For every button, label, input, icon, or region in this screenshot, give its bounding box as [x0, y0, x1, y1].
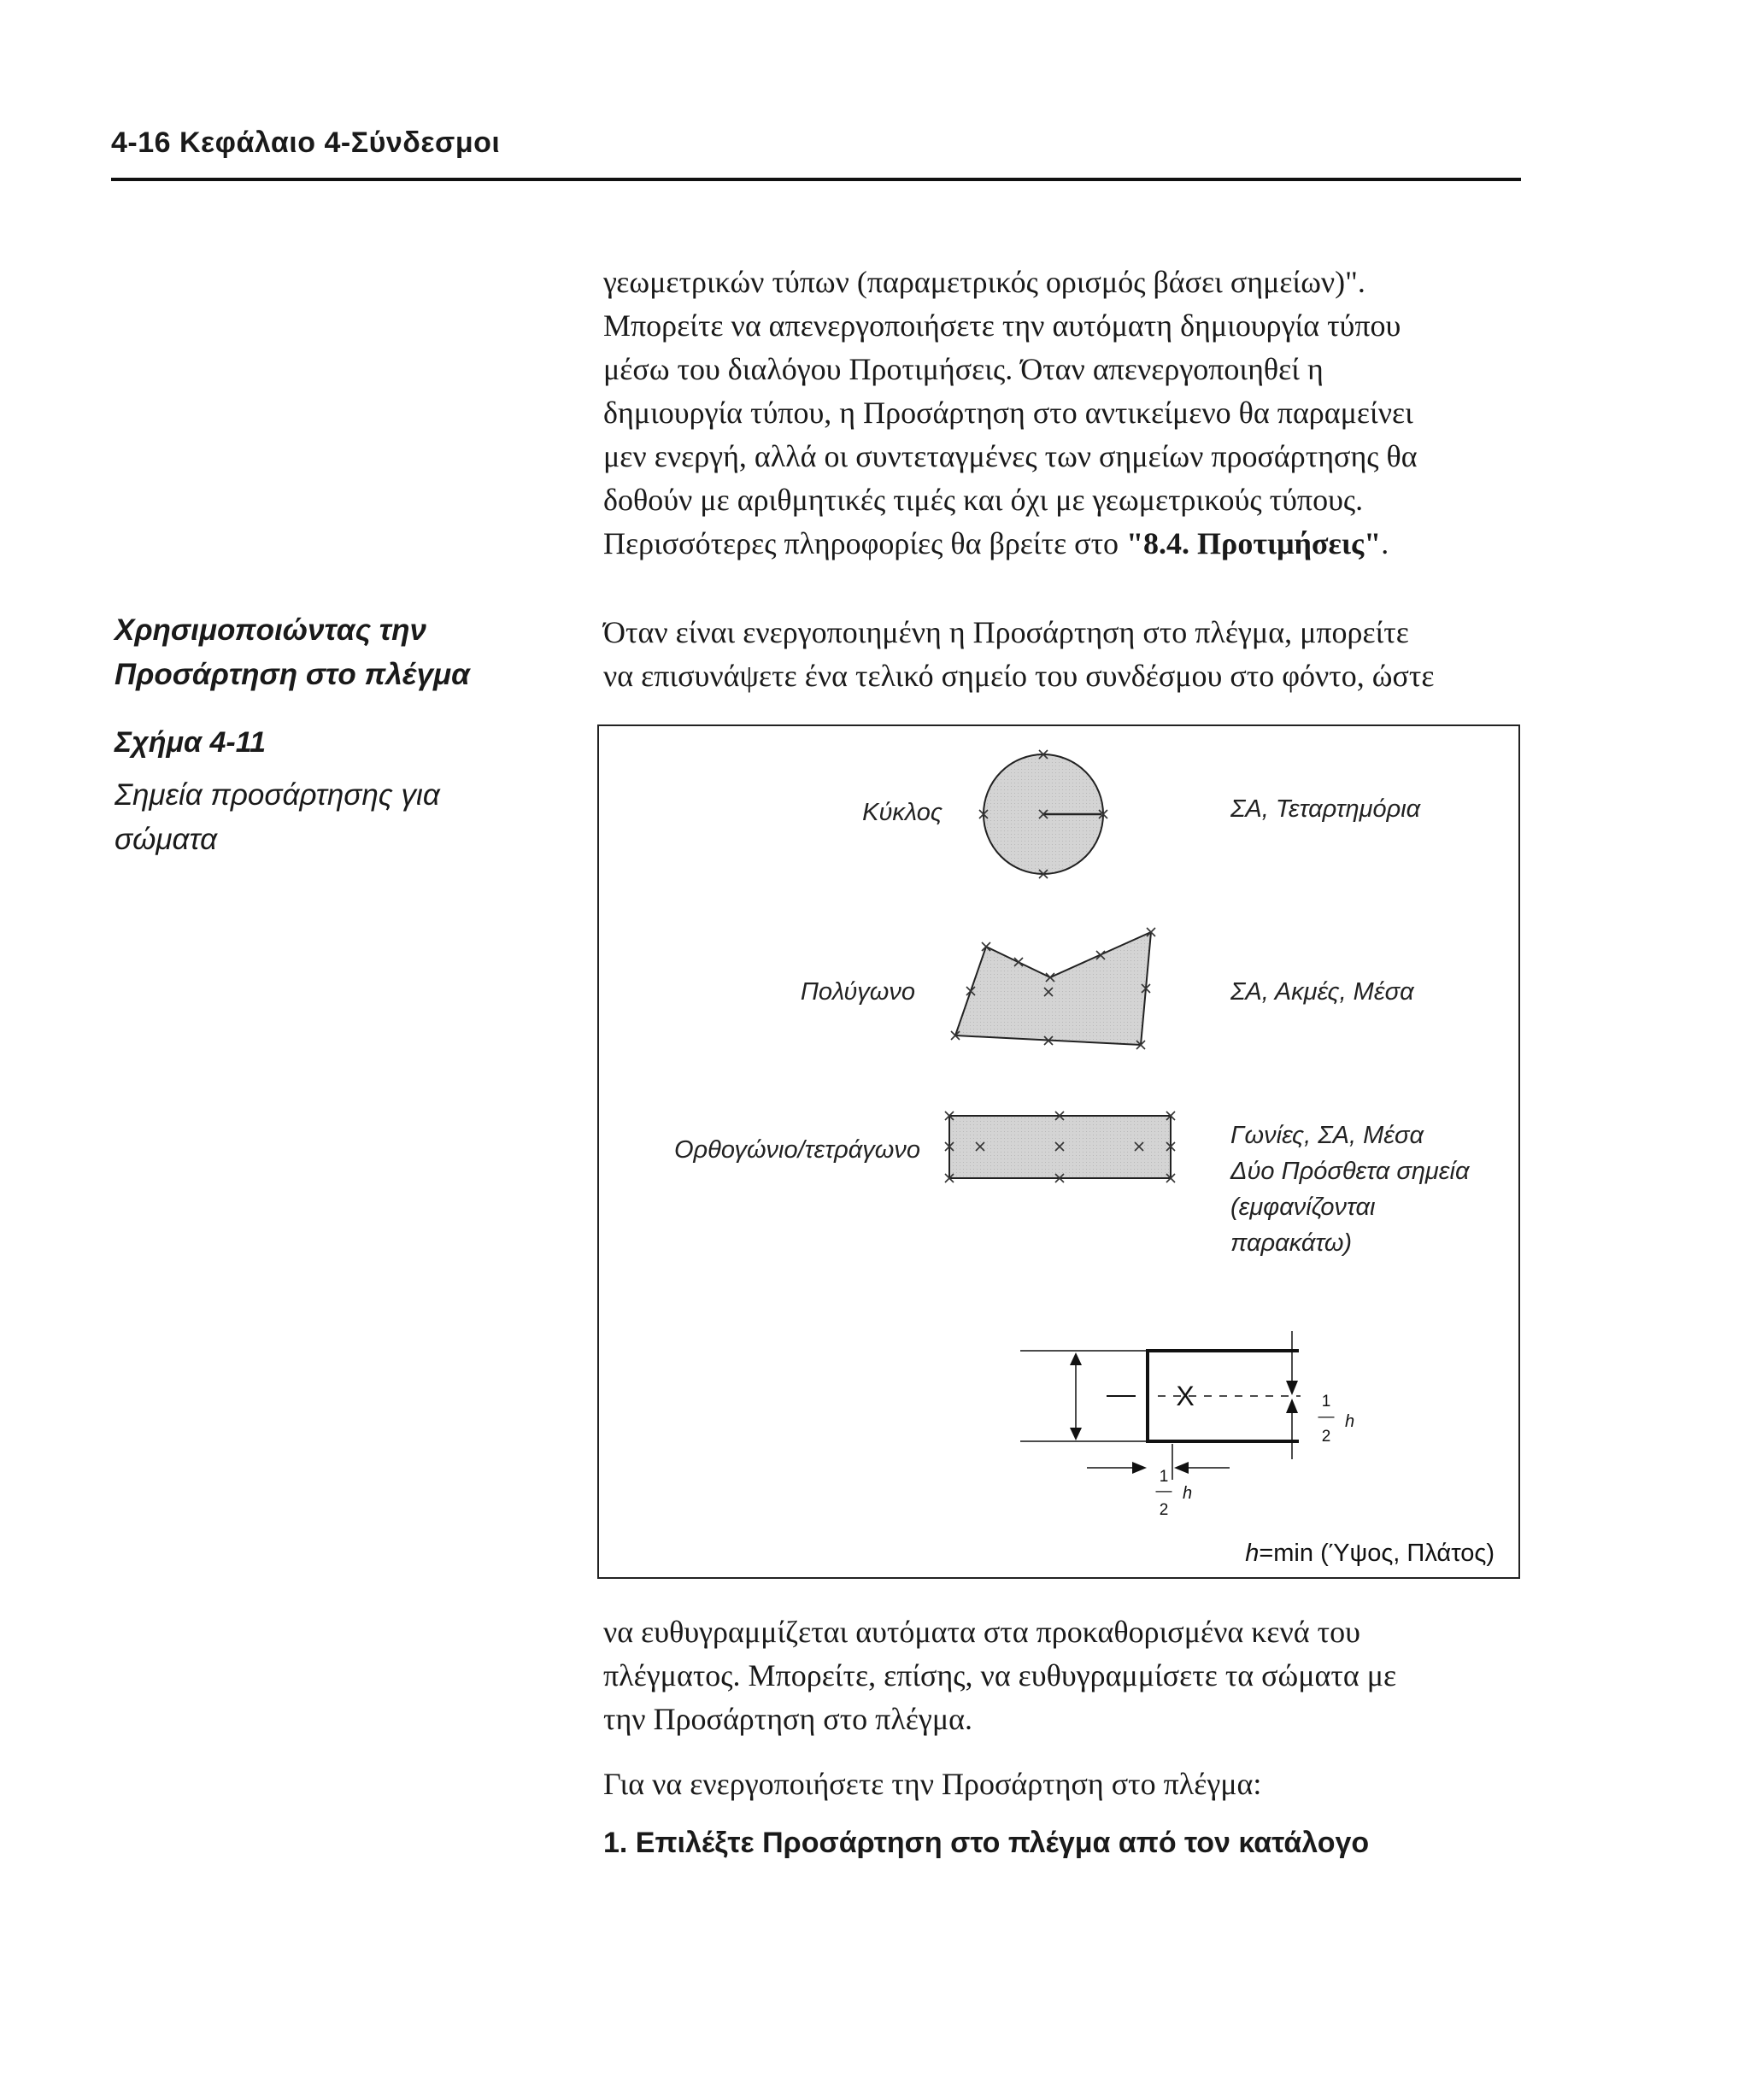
- rect-label: Ορθογώνιο/τετράγωνο: [673, 1136, 920, 1164]
- fraction-variable: h: [1183, 1484, 1193, 1503]
- text-line: να επισυνάψετε ένα τελικό σημείο του συνδέσμου στο φόντο, ώστε: [603, 659, 1435, 693]
- caption-line: Σημεία προσάρτησης για: [115, 778, 440, 812]
- fraction-bar: —: [1318, 1408, 1335, 1426]
- paragraph-3: [603, 1610, 1521, 1741]
- text-line: δοθούν με αριθμητικές τιμές και όχι με γεωμετρικούς τύπους.: [603, 483, 1364, 517]
- circle-label: Κύκλος: [862, 799, 943, 826]
- circle-points-label: ΣΑ, Τεταρτημόρια: [1230, 795, 1421, 823]
- polygon-points-label: ΣΑ, Ακμές, Μέσα: [1230, 978, 1414, 1006]
- text-line: Για να ενεργοποιήσετε την Προσάρτηση στο πλέγμα:: [603, 1767, 1262, 1801]
- rect-points-line: Δύο Πρόσθετα σημεία: [1230, 1158, 1470, 1185]
- text-line: δημιουργία τύπου, η Προσάρτηση στο αντικείμενο θα παραμείνει: [603, 396, 1413, 430]
- rect-points-line: παρακάτω): [1230, 1229, 1353, 1257]
- text-span: .: [1381, 526, 1389, 560]
- figure-caption: [115, 773, 440, 862]
- formula-variable: h: [1245, 1540, 1260, 1567]
- text-line-last: [603, 522, 1521, 566]
- heading-line: Προσάρτηση στο πλέγμα: [115, 658, 470, 691]
- text-span: Περισσότερες πληροφορίες θα βρείτε στο: [603, 526, 1127, 560]
- fraction-numerator: 1: [1321, 1393, 1331, 1411]
- cross-reference: "8.4. Προτιμήσεις": [1126, 526, 1382, 560]
- fraction-denominator: 2: [1159, 1501, 1169, 1519]
- paragraph-1: [603, 261, 1521, 566]
- snap-points-figure: [597, 724, 1520, 1579]
- formula-text: =min (Ύψος, Πλάτος): [1259, 1540, 1495, 1567]
- rect-points-line: (εμφανίζονται: [1230, 1194, 1376, 1221]
- figure-title: Σχήμα 4-11: [115, 726, 267, 759]
- header-rule: [111, 178, 1521, 181]
- rect-points-line: Γωνίες, ΣΑ, Μέσα: [1230, 1122, 1424, 1149]
- step-1: 1. Επιλέξτε Προσάρτηση στο πλέγμα από τον κατάλογο: [603, 1827, 1370, 1859]
- midpoint-x-mark: X: [1176, 1381, 1195, 1411]
- fraction-bar: —: [1155, 1482, 1172, 1500]
- text-line: Μπορείτε να απενεργοποιήσετε την αυτόματη δημιουργία τύπου: [603, 308, 1401, 343]
- paragraph-4: [603, 1763, 1521, 1806]
- text-line: μέσω του διαλόγου Προτιμήσεις. Όταν απενεργοποιηθεί η: [603, 352, 1324, 386]
- text-line: να ευθυγραμμίζεται αυτόματα στα προκαθορισμένα κενά του: [603, 1615, 1360, 1649]
- fraction-numerator: 1: [1159, 1468, 1169, 1486]
- caption-line: σώματα: [115, 823, 218, 856]
- text-line: πλέγματος. Μπορείτε, επίσης, να ευθυγραμμίσετε τα σώματα με: [603, 1658, 1397, 1692]
- text-line: γεωμετρικών τύπων (παραμετρικός ορισμός βάσει σημείων)".: [603, 265, 1365, 299]
- heading-line: Χρησιμοποιώντας την: [115, 613, 426, 647]
- polygon-label: Πολύγωνο: [800, 978, 915, 1006]
- paragraph-2: [603, 611, 1521, 698]
- fraction-denominator: 2: [1321, 1428, 1331, 1446]
- text-line: Όταν είναι ενεργοποιημένη η Προσάρτηση στο πλέγμα, μπορείτε: [603, 615, 1409, 649]
- fraction-variable: h: [1345, 1412, 1355, 1431]
- text-line: την Προσάρτηση στο πλέγμα.: [603, 1702, 972, 1736]
- section-heading: [115, 608, 470, 697]
- formula-label: [1245, 1540, 1495, 1567]
- running-header: 4-16 Κεφάλαιο 4-Σύνδεσμοι: [111, 126, 501, 159]
- text-line: μεν ενεργή, αλλά οι συντεταγμένες των σημείων προσάρτησης θα: [603, 439, 1418, 473]
